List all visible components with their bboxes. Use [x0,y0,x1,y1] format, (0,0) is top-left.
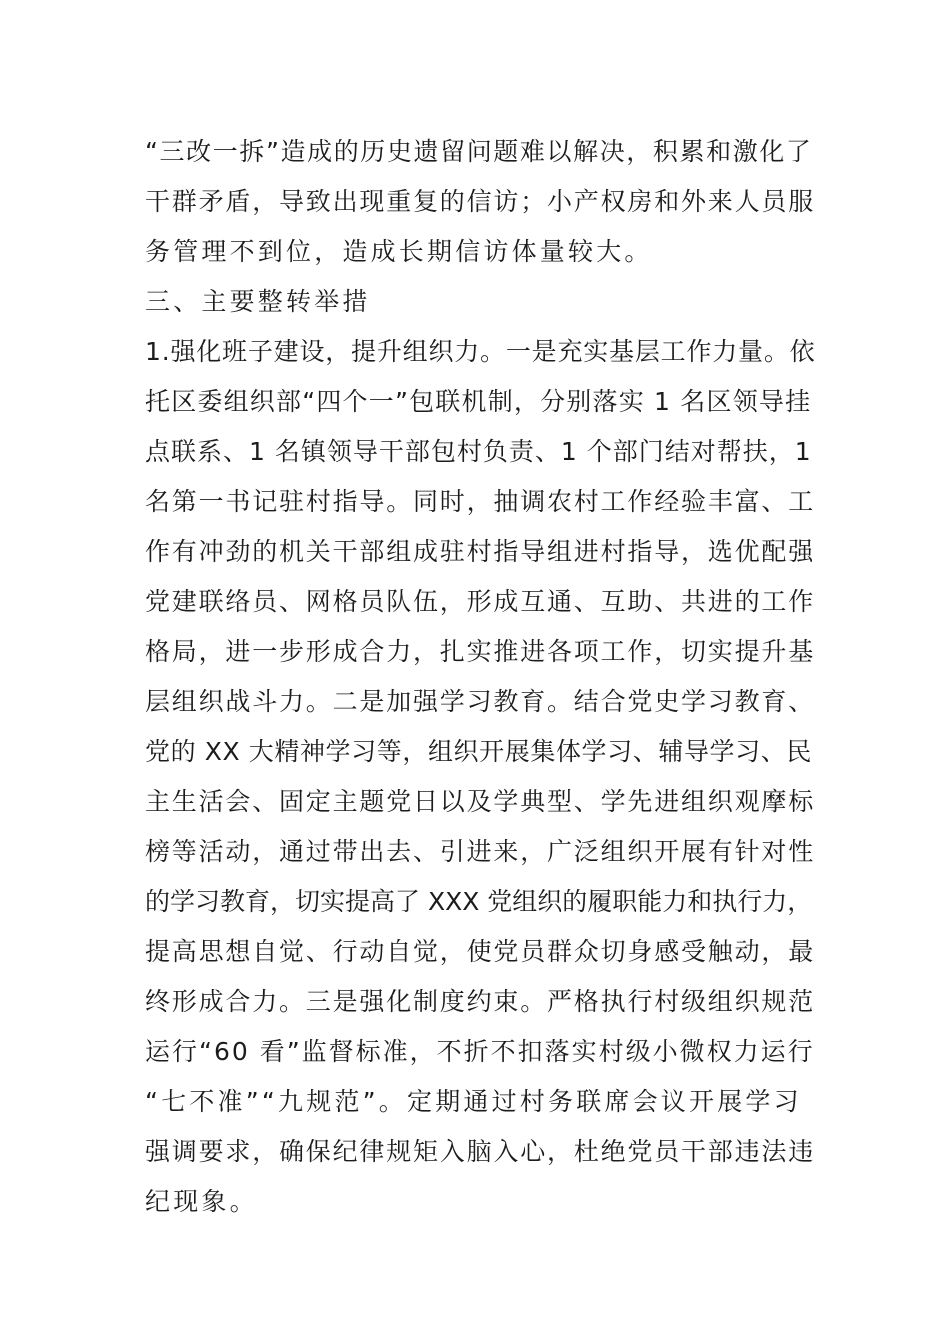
text-line: 点联系、1 名镇领导干部包村负责、1 个部门结对帮扶，1 [145,437,812,466]
text-line: 格局，进一步形成合力，扎实推进各项工作，切实提升基 [145,637,816,666]
text-line: 名第一书记驻村指导。同时，抽调农村工作经验丰富、工 [145,487,816,516]
text-line: 运行“60 看”监督标准，不折不扣落实村级小微权力运行 [145,1037,815,1066]
text-line: 终形成合力。三是强化制度约束。严格执行村级组织规范 [145,987,816,1016]
text-line: 提高思想自觉、行动自觉，使党员群众切身感受触动，最 [145,937,816,966]
text-line: 作有冲劲的机关干部组成驻村指导组进村指导，选优配强 [145,537,816,566]
text-line: 1.强化班子建设，提升组织力。一是充实基层工作力量。依 [145,337,816,366]
text-line: 干群矛盾，导致出现重复的信访；小产权房和外来人员服 [145,187,816,216]
text-line: 层组织战斗力。二是加强学习教育。结合党史学习教育、 [145,687,816,716]
text-line: 党的 XX 大精神学习等，组织开展集体学习、辅导学习、民 [145,737,812,766]
text-line: 的学习教育，切实提高了 XXX 党组织的履职能力和执行力， [145,887,813,916]
text-line: 党建联络员、网格员队伍，形成互通、互助、共进的工作 [145,587,816,616]
text-line: 纪现象。 [145,1187,258,1216]
section-heading: 三、主要整转举措 [145,287,371,316]
text-line: 务管理不到位，造成长期信访体量较大。 [145,237,653,266]
text-line: 主生活会、固定主题党日以及学典型、学先进组织观摩标 [145,787,816,816]
text-line: 强调要求，确保纪律规矩入脑入心，杜绝党员干部违法违 [145,1137,816,1166]
text-line: “七不准”“九规范”。定期通过村务联席会议开展学习 [145,1087,802,1116]
text-line: 榜等活动，通过带出去、引进来，广泛组织开展有针对性 [145,837,816,866]
text-line: “三改一拆”造成的历史遗留问题难以解决，积累和激化了 [145,137,813,166]
text-line: 托区委组织部“四个一”包联机制，分别落实 1 名区领导挂 [145,387,812,416]
